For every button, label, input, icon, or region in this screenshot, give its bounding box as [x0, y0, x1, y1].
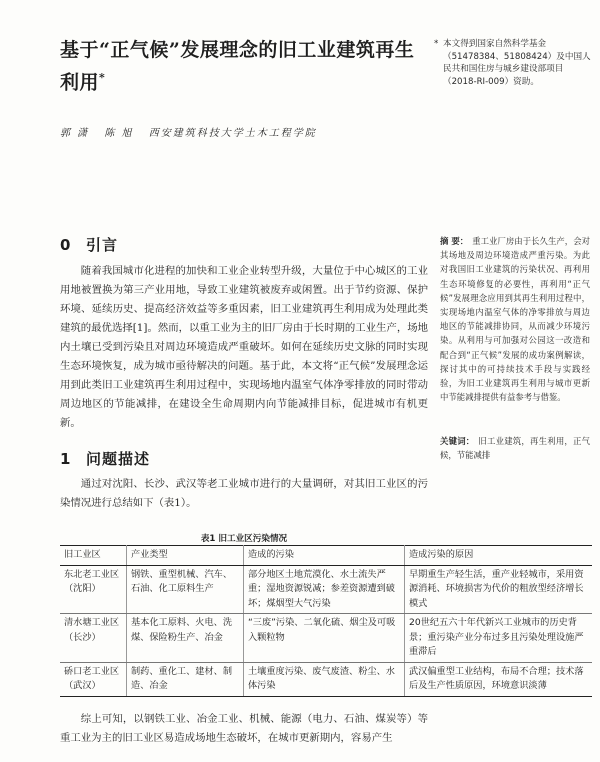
table-cell: 清水塘工业区（长沙） [60, 614, 127, 663]
title-footnote-mark: * [99, 71, 106, 84]
table-cell: 制药、重化工、建材、制造、冶金 [127, 662, 244, 696]
table-cell: 部分地区土地荒漠化、水土流失严重；湿地资源锐减；参差资源遭到破坏；煤烟型大气污染 [244, 565, 405, 614]
author-name: 陈 旭 [104, 128, 134, 139]
intro-paragraph: 随着我国城市化进程的加快和工业企业转型升级，大量位于中心城区的工业用地被置换为第三产业用地，导致工业建筑被废弃或闲置。出于节约资源、保护环境、延续历史、提高经济效益等多重因素，旧工业建筑再生利用成为处理此类建筑的最优选择[1]。然而，以重工业为主的旧厂房由于长时期的工业生产，场地内土壤已受到污染且对周边环境造成严重破坏。如何在延续历史文脉的同时实现生态环境恢复，成为城市亟待解决的问题。基于此，本文将“正气候”发展理念运用到此类旧工业建筑再生利用过程中，实现场地内温室气体净零排放的同时带动周边地区的节能减排，在建设全生命周期内向节能减排目标，促进城市有机更新。 [60, 265, 428, 429]
table-header-cell: 造成的污染 [244, 546, 405, 566]
table-cell: 早期重生产轻生活，重产业轻城市，采用资源消耗、环境损害为代价的粗放型经济增长模式 [405, 565, 593, 614]
author-name: 郭 潇 [60, 128, 90, 139]
abstract-label: 摘 要： [440, 236, 469, 246]
section-heading-problem: 1 问题描述 [60, 450, 151, 468]
problem-body [60, 475, 428, 513]
keywords-block [440, 434, 590, 462]
table-header-cell: 造成污染的原因 [405, 546, 593, 566]
funding-footnote-mark: * [434, 39, 439, 49]
table-header-cell: 产业类型 [127, 546, 244, 566]
funding-note [434, 38, 591, 88]
continuation-body [60, 710, 428, 748]
pollution-table [60, 545, 592, 697]
author-line [60, 124, 440, 139]
table-cell: 武汉偏重型工业结构，布局不合理；技术落后及生产性质原因，环境意识淡薄 [405, 662, 593, 696]
keywords-label: 关键词： [440, 436, 475, 446]
affiliation: 西安建筑科技大学土木工程学院 [148, 128, 317, 139]
abstract-block [440, 234, 590, 404]
abstract-text: 重工业厂房由于长久生产，会对其场地及周边环境造成严重污染。为此对我国旧工业建筑的污染状况、再利用生态环境修复的必要性，再利用“正气候”发展理念应用到其再生利用过程中，实现场地内温室气体的净零排放与周边地区的节能减排协同，从而减少环境污染。从利用与可加强对公园这一改造和配合到“正气候”发展的成功案例解读，探讨其中的可持续技术手段与实践经验，为旧工业建筑再生利用与城市更新中节能减排提供有益参考与借鉴。 [440, 236, 591, 403]
table-header-row [60, 546, 592, 566]
table-caption: 表1 旧工业区污染情况 [200, 534, 288, 544]
problem-paragraph: 通过对沈阳、长沙、武汉等老工业城市进行的大量调研，对其旧工业区的污染情况进行总结如下（表1）。 [60, 478, 428, 509]
table-cell: 东北老工业区（沈阳） [60, 565, 127, 614]
section-heading-intro: 0 引言 [60, 236, 119, 254]
article-title: 基于“正气候”发展理念的旧工业建筑再生利用* [60, 39, 415, 94]
table-cell: 土壤重度污染、废气废渣、粉尘、水体污染 [244, 662, 405, 696]
funding-text: 本文得到国家自然科学基金（51478384、51808424）及中国人民共和国住房与城乡建设部项目（2018-RI-009）资助。 [443, 39, 591, 87]
table-cell: “三废”污染、二氧化硫、烟尘及可吸入颗粒物 [244, 614, 405, 663]
keywords-text: 旧工业建筑，再生利用，正气候，节能减排 [440, 436, 590, 461]
table-header-cell: 旧工业区 [60, 546, 127, 566]
table-cell: 钢铁、重型机械、汽车、石油、化工原料生产 [127, 565, 244, 614]
table-row [60, 662, 592, 696]
table-cell: 硚口老工业区（武汉） [60, 662, 127, 696]
intro-body [60, 262, 428, 433]
table-cell: 基本化工原料、火电、洗煤、保险粉生产、冶金 [127, 614, 244, 663]
continuation-paragraph: 综上可知，以钢铁工业、冶金工业、机械、能源（电力、石油、煤炭等）等重工业为主的旧工业区易造成场地生态破坏，在城市更新期内，容易产生 [60, 713, 428, 744]
table-cell: 20世纪五六十年代新兴工业城市的历史背景；重污染产业分布过多且污染处理设施严重滞后 [405, 614, 593, 663]
table-row [60, 565, 592, 614]
table-row [60, 614, 592, 663]
